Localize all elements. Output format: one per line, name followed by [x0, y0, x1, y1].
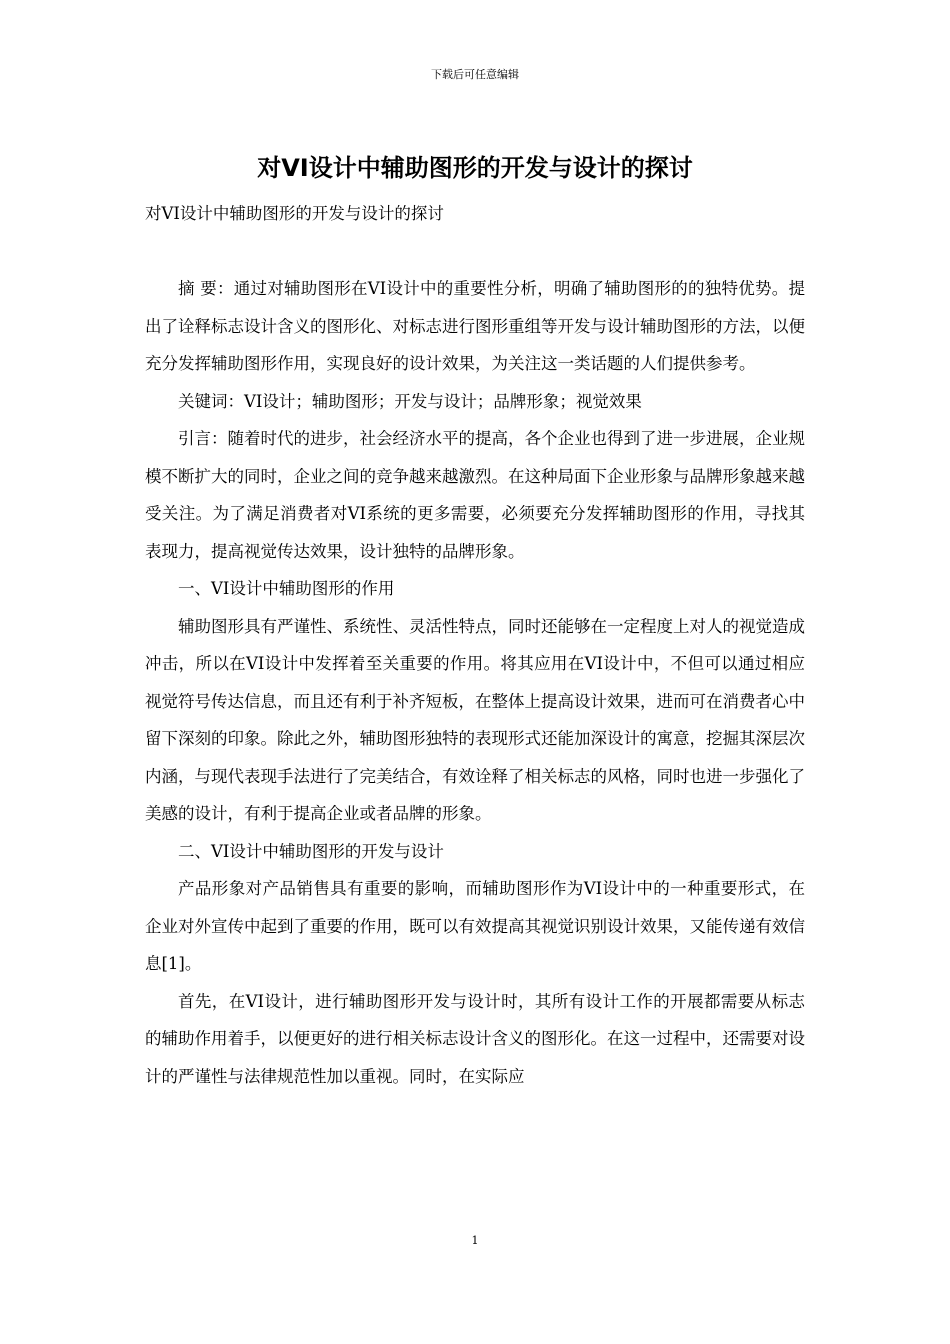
page-number: 1: [471, 1234, 479, 1247]
abstract-paragraph: 摘 要：通过对辅助图形在VI设计中的重要性分析，明确了辅助图形的的独特优势。提出了诠释标志设计含义的图形化、对标志进行图形重组等开发与设计辅助图形的方法，以便充分发挥辅助图形作用，实现良好的设计效果，为关注这一类话题的人们提供参考。: [145, 279, 805, 373]
section-heading-1: 一、VI设计中辅助图形的作用: [178, 579, 395, 598]
header-note: 下载后可任意编辑: [431, 68, 519, 81]
document-title: 对VI设计中辅助图形的开发与设计的探讨: [257, 154, 693, 182]
section-1-paragraph: 辅助图形具有严谨性、系统性、灵活性特点，同时还能够在一定程度上对人的视觉造成冲击，所以在VI设计中发挥着至关重要的作用。将其应用在VI设计中，不但可以通过相应视觉符号传达信息，而且还有利于补齐短板，在整体上提高设计效果，进而可在消费者心中留下深刻的印象。除此之外，辅助图形独特的表现形式还能加深设计的寓意，挖掘其深层次内涵，与现代表现手法进行了完美结合，有效诠释了相关标志的风格，同时也进一步强化了美感的设计，有利于提高企业或者品牌的形象。: [145, 616, 805, 823]
section-2-paragraph-continued: 首先，在VI设计，进行辅助图形开发与设计时，其所有设计工作的开展都需要从标志的辅助作用着手，以便更好的进行相关标志设计含义的图形化。在这一过程中，还需要对设计的严谨性与法律规范性加以重视。同时，在实际应: [145, 991, 805, 1086]
subtitle-paragraph: 对VI设计中辅助图形的开发与设计的探讨: [145, 204, 444, 223]
section-heading-2: 二、VI设计中辅助图形的开发与设计: [178, 841, 444, 861]
introduction-paragraph: 引言：随着时代的进步，社会经济水平的提高，各个企业也得到了进一步进展，企业规模不断扩大的同时，企业之间的竞争越来越激烈。在这种局面下企业形象与品牌形象越来越受关注。为了满足消费者对VI系统的更多需要，必须要充分发挥辅助图形的作用，寻找其表现力，提高视觉传达效果，设计独特的品牌形象。: [145, 429, 805, 561]
keywords-paragraph: 关键词：VI设计；辅助图形；开发与设计；品牌形象；视觉效果: [178, 391, 642, 411]
document-body: [145, 195, 805, 1095]
section-2-paragraph: 产品形象对产品销售具有重要的影响，而辅助图形作为VI设计中的一种重要形式，在企业对外宣传中起到了重要的作用，既可以有效提高其视觉识别设计效果，又能传递有效信息[1]。: [145, 879, 805, 973]
